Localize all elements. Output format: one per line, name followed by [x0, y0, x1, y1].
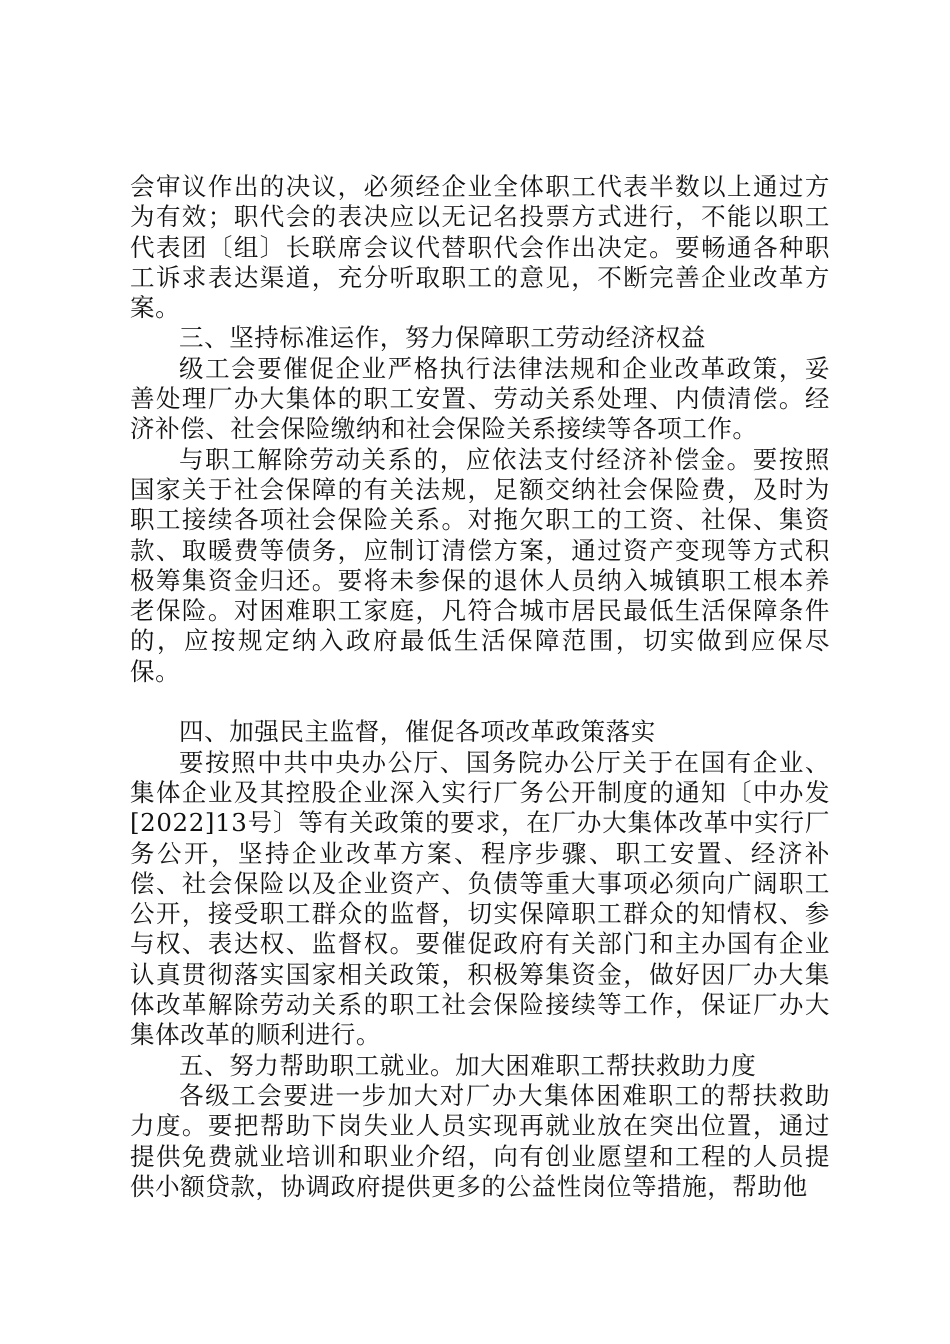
paragraph-2: 级工会要催促企业严格执行法律法规和企业改革政策，妥善处理厂办大集体的职工安置、劳动关系处理、内债清偿。经济补偿、社会保险缴纳和社会保险关系接续等各项工作。: [130, 353, 830, 444]
paragraph-spacer: [130, 687, 830, 717]
paragraph-5: 各级工会要进一步加大对厂办大集体困难职工的帮扶救助力度。要把帮助下岗失业人员实现再就业放在突出位置，通过提供免费就业培训和职业介绍，向有创业愿望和工程的人员提供小额贷款，协调政府提供更多的公益性岗位等措施，帮助他: [130, 1080, 830, 1201]
paragraph-3: 与职工解除劳动关系的，应依法支付经济补偿金。要按照国家关于社会保障的有关法规，足额交纳社会保险费，及时为职工接续各项社会保险关系。对拖欠职工的工资、社保、集资款、取暖费等债务，应制订清偿方案，通过资产变现等方式积极筹集资金归还。要将未参保的退休人员纳入城镇职工根本养老保险。对困难职工家庭，凡符合城市居民最低生活保障条件的，应按规定纳入政府最低生活保障范围，切实做到应保尽保。: [130, 444, 830, 686]
document-body: [130, 172, 830, 1202]
paragraph-4: 要按照中共中央办公厅、国务院办公厅关于在国有企业、集体企业及其控股企业深入实行厂务公开制度的通知〔中办发[2022]13号〕等有关政策的要求，在厂办大集体改革中实行厂务公开，坚持企业改革方案、程序步骤、职工安置、经济补偿、社会保险以及企业资产、负债等重大事项必须向广阔职工公开，接受职工群众的监督，切实保障职工群众的知情权、参与权、表达权、监督权。要催促政府有关部门和主办国有企业认真贯彻落实国家相关政策，积极筹集资金，做好因厂办大集体改革解除劳动关系的职工社会保险接续等工作，保证厂办大集体改革的顺利进行。: [130, 747, 830, 1050]
section-heading-3: 三、坚持标准运作，努力保障职工劳动经济权益: [179, 323, 707, 353]
paragraph-1: 会审议作出的决议，必须经企业全体职工代表半数以上通过方为有效；职代会的表决应以无记名投票方式进行，不能以职工代表团〔组〕长联席会议代替职代会作出决定。要畅通各种职工诉求表达渠道，充分听取职工的意见，不断完善企业改革方案。: [130, 172, 830, 323]
section-heading-4: 四、加强民主监督，催促各项改革政策落实: [179, 717, 656, 747]
section-heading-5: 五、努力帮助职工就业。加大困难职工帮扶救助力度: [179, 1050, 757, 1080]
